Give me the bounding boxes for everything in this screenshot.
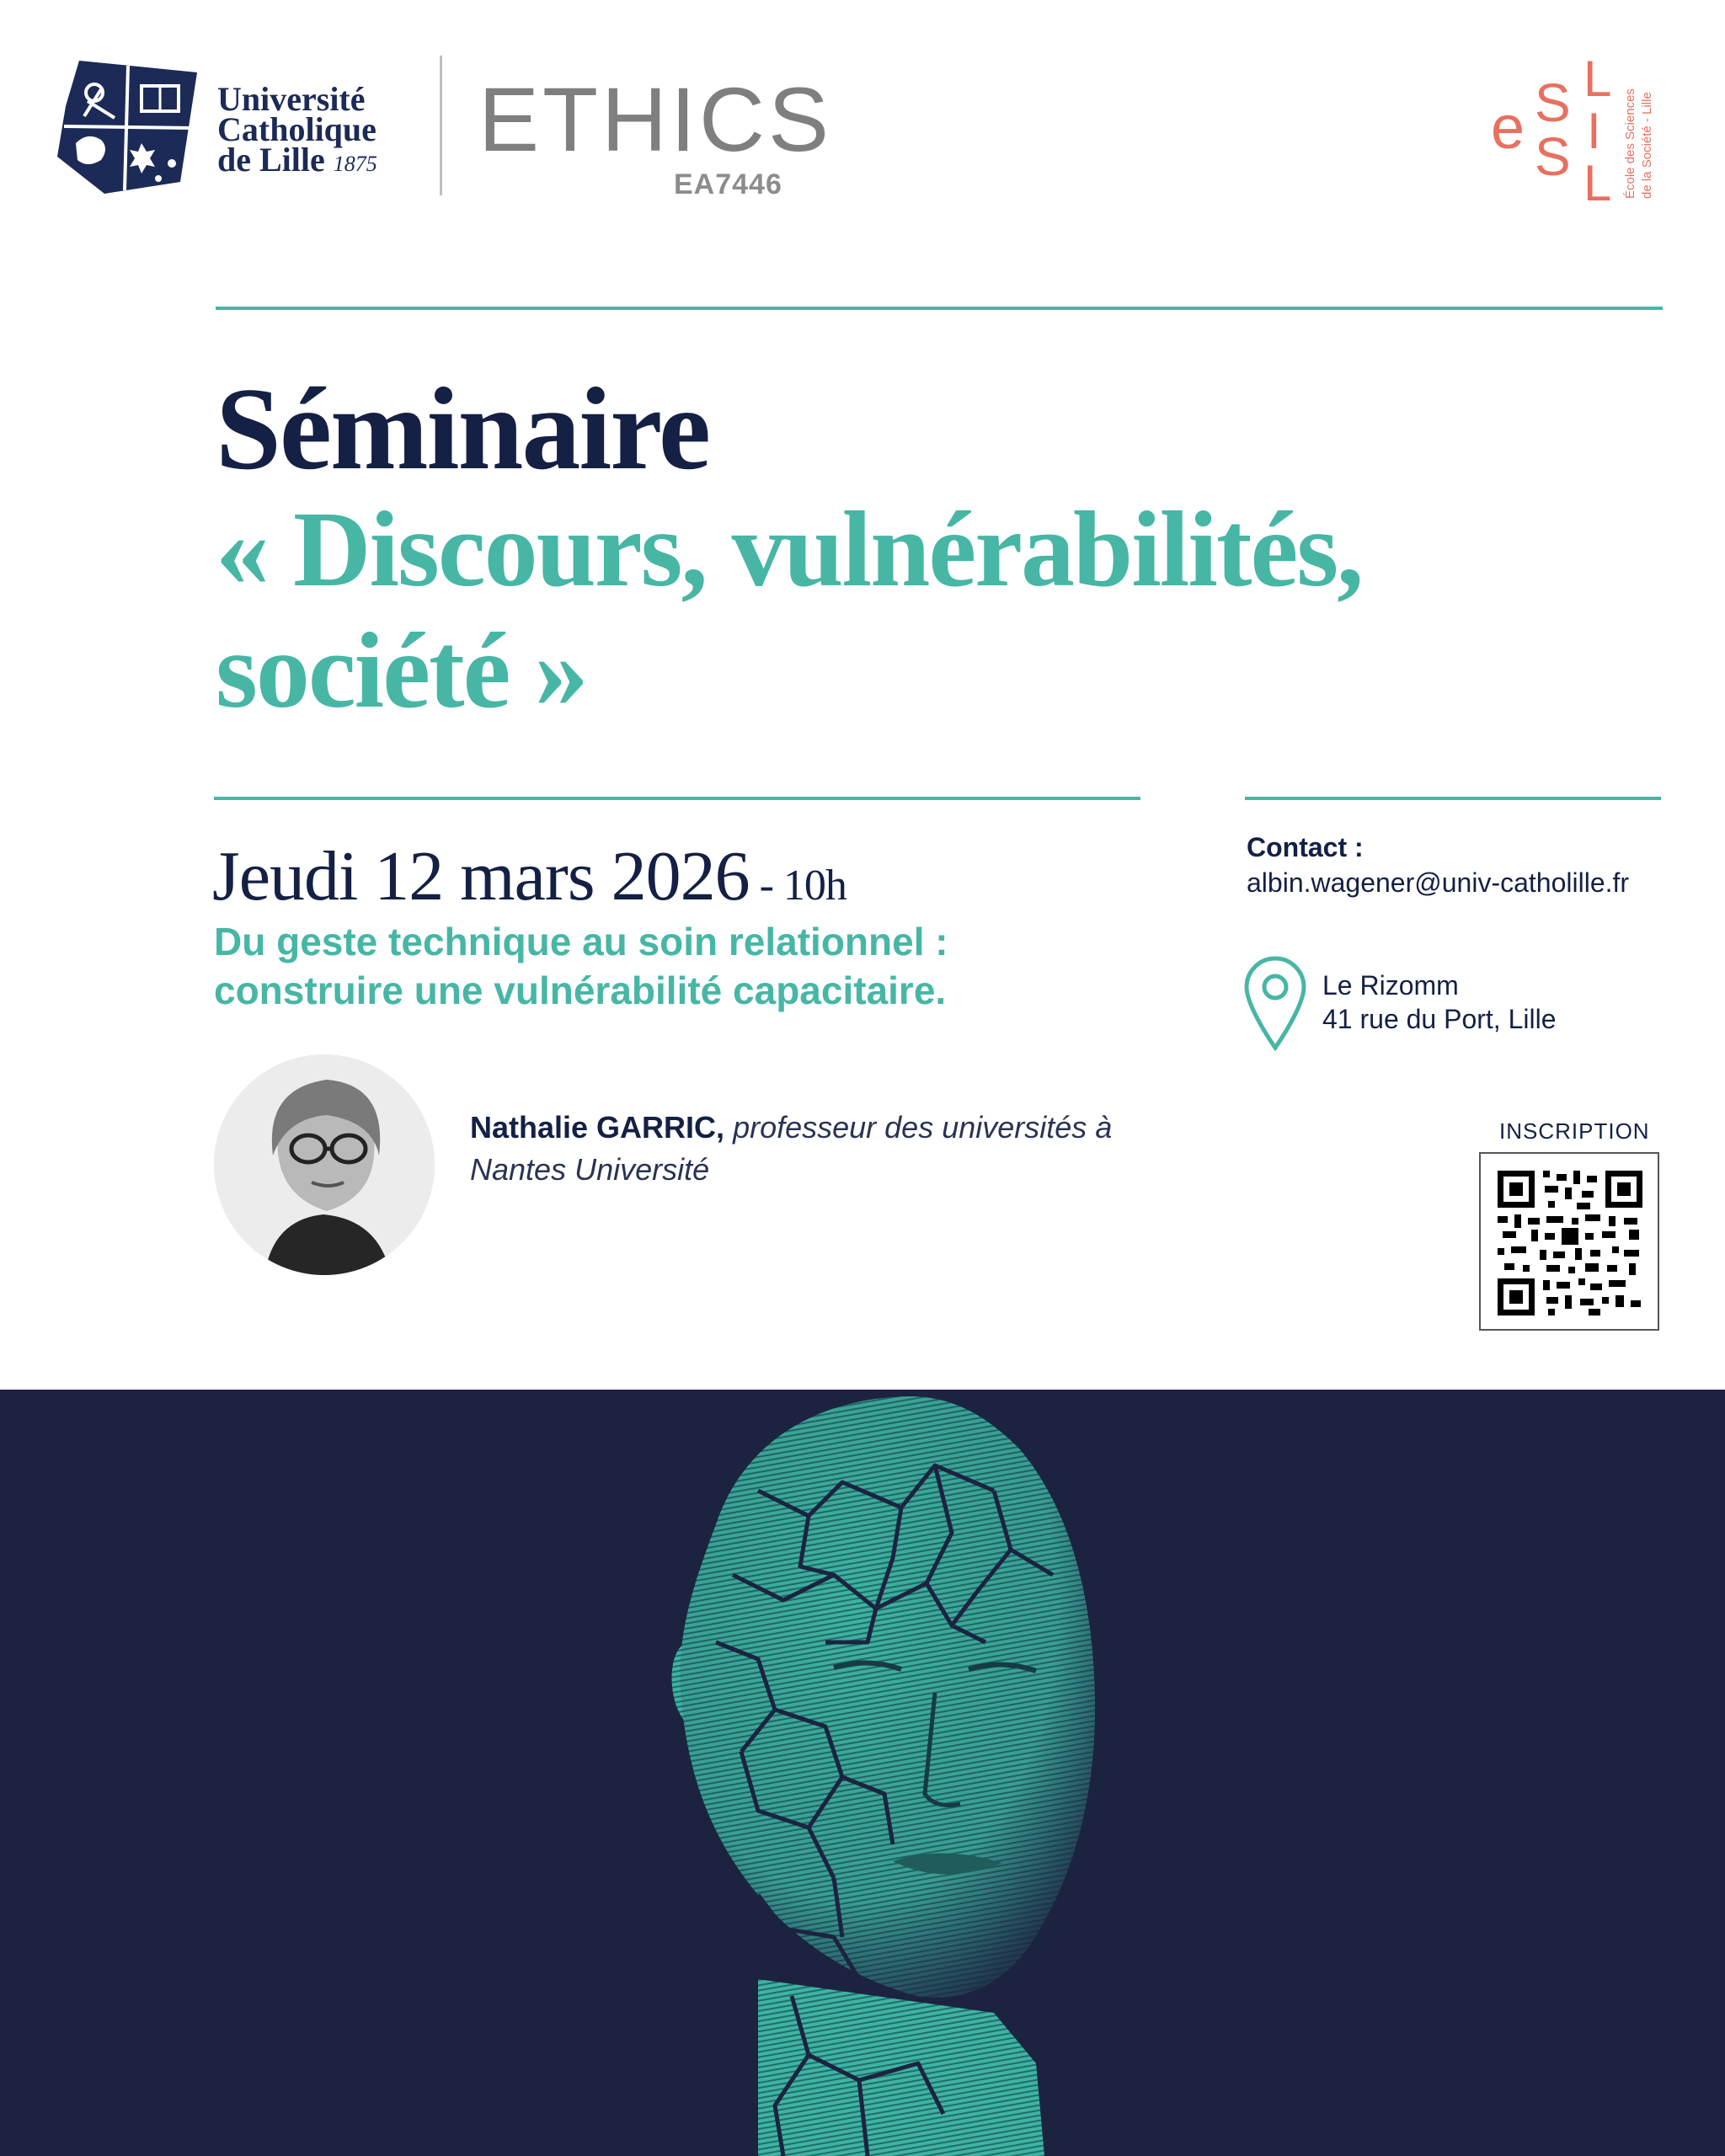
contact-label: Contact : xyxy=(1247,832,1364,862)
event-rule xyxy=(214,797,1140,800)
svg-text:S: S xyxy=(1535,126,1571,187)
talk-title-line2: construire une vulnérabilité capacitaire. xyxy=(214,969,947,1012)
registration-label: INSCRIPTION xyxy=(1499,1118,1650,1144)
school-logo xyxy=(1489,52,1668,204)
contact-email[interactable]: albin.wagener@univ-catholille.fr xyxy=(1247,867,1630,898)
speaker-name: Nathalie GARRIC, xyxy=(470,1110,725,1145)
venue-name: Le Rizomm xyxy=(1322,970,1459,1001)
speaker-avatar xyxy=(214,1054,435,1275)
svg-text:S: S xyxy=(1535,72,1571,133)
university-line2: Catholique xyxy=(217,110,377,148)
event-date xyxy=(212,839,846,924)
university-line1: Université xyxy=(217,80,366,118)
seminar-label: Séminaire xyxy=(216,364,710,494)
seminar-title-line1: « Discours, vulnérabilités, xyxy=(216,489,1363,609)
cracked-face-illustration xyxy=(0,1390,1725,2156)
svg-text:L: L xyxy=(1583,155,1612,204)
speaker-role: professeur des universités à Nantes Université xyxy=(470,1110,1113,1187)
event-time: - 10h xyxy=(749,862,846,910)
svg-text:L: L xyxy=(1583,52,1612,107)
speaker-info xyxy=(470,1107,1161,1191)
talk-title-line1: Du geste technique au soin relationnel : xyxy=(214,920,948,963)
university-name xyxy=(217,80,377,179)
university-line3: de Lille xyxy=(217,141,325,179)
school-name-line2: de la Société - Lille xyxy=(1640,92,1654,199)
school-logo-mark xyxy=(1489,52,1668,204)
registration-qr-code[interactable] xyxy=(1479,1152,1659,1331)
contact-rule xyxy=(1245,797,1661,800)
svg-text:e: e xyxy=(1491,94,1525,162)
university-shield-logo xyxy=(54,56,202,195)
seminar-title-line2: société » xyxy=(216,611,587,730)
lab-code: EA7446 xyxy=(674,168,782,200)
svg-text:I: I xyxy=(1587,103,1601,159)
venue-address: 41 rue du Port, Lille xyxy=(1322,1004,1557,1034)
title-top-rule xyxy=(216,307,1663,310)
location-pin-icon xyxy=(1242,955,1309,1051)
lab-name: ETHICS xyxy=(478,68,833,170)
logo-divider xyxy=(440,56,442,195)
university-year: 1875 xyxy=(333,152,377,176)
event-date-text: Jeudi 12 mars 2026 xyxy=(212,837,750,915)
school-name-line1: École des Sciences xyxy=(1623,88,1637,199)
